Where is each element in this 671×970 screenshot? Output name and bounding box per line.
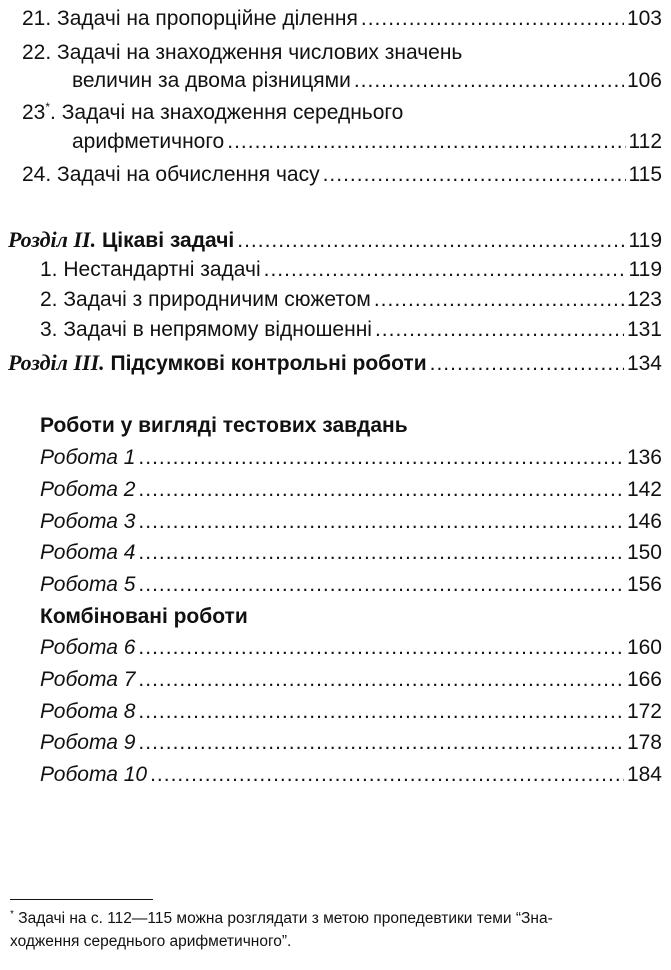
- footnote-mark: *: [45, 100, 51, 114]
- group-heading-combined: Комбіновані роботи: [40, 605, 248, 628]
- entry-page: 103: [626, 7, 662, 30]
- entry-title: Робота 7: [40, 668, 136, 691]
- entry-title: Задачі в непрямому відношенні: [63, 318, 372, 341]
- work-entry-8: [40, 699, 662, 725]
- work-entry-4: [40, 540, 662, 566]
- entry-title-cont: величин за двома різницями: [72, 69, 351, 92]
- entry-page: 160: [626, 636, 662, 659]
- entry-title: Нестандартні задачі: [63, 258, 261, 281]
- entry-number: 21.: [22, 7, 52, 30]
- footnote: [10, 907, 660, 953]
- entry-page: 184: [626, 763, 662, 786]
- entry-page: 172: [626, 700, 662, 723]
- entry-title: Робота 8: [40, 700, 136, 723]
- entry-title: Робота 5: [40, 573, 136, 596]
- dot-leader: [264, 257, 626, 283]
- dot-leader: [237, 228, 625, 254]
- footnote-mark: *: [10, 908, 14, 920]
- entry-title: Робота 3: [40, 510, 136, 533]
- dot-leader: [138, 667, 624, 693]
- dot-leader: [323, 162, 626, 188]
- entry-number: 22.: [22, 41, 52, 64]
- entry-page: 115: [628, 163, 662, 186]
- section-2-heading: [8, 227, 662, 254]
- section-3-heading: [8, 350, 662, 377]
- work-entry-2: [40, 477, 662, 503]
- section-title: Цікаві задачі: [101, 229, 235, 252]
- entry-number: 3.: [40, 318, 58, 341]
- entry-page: 119: [628, 229, 662, 252]
- dot-leader: [374, 287, 624, 313]
- entry-title: Робота 10: [40, 763, 148, 786]
- section-label: Розділ III.: [8, 350, 105, 375]
- toc-entry-23-line1: [22, 100, 403, 126]
- entry-title: Робота 2: [40, 478, 136, 501]
- dot-leader: [138, 699, 624, 725]
- toc-entry-23-line2: [72, 129, 662, 155]
- entry-page: 136: [626, 446, 662, 469]
- entry-page: 146: [626, 510, 662, 533]
- dot-leader: [227, 129, 625, 155]
- entry-page: 178: [626, 731, 662, 754]
- dot-leader: [150, 762, 624, 788]
- footnote-line-1: [10, 907, 660, 930]
- toc-entry-21: [22, 6, 662, 32]
- entry-title-cont: арифметичного: [72, 130, 225, 153]
- entry-page: 150: [626, 541, 662, 564]
- footnote-text: Задачі на с. 112—115 можна розглядати з метою пропедевтики теми “Зна-: [18, 910, 553, 927]
- entry-page: 106: [626, 69, 662, 92]
- entry-page: 156: [626, 573, 662, 596]
- work-entry-5: [40, 572, 662, 598]
- entry-title: Робота 6: [40, 636, 136, 659]
- section-2-item-3: [40, 317, 662, 343]
- entry-page: 112: [628, 130, 662, 153]
- work-entry-7: [40, 667, 662, 693]
- toc-entry-22-line2: [72, 68, 662, 94]
- footnote-line-2: ходження середнього арифметичного”.: [10, 933, 292, 950]
- entry-page: 166: [626, 668, 662, 691]
- work-entry-3: [40, 509, 662, 535]
- entry-title: Задачі на знаходження середнього: [61, 101, 404, 124]
- entry-page: 134: [626, 352, 662, 375]
- toc-entry-24: [22, 162, 662, 188]
- entry-page: 123: [626, 288, 662, 311]
- footnote-divider: [10, 899, 153, 900]
- dot-leader: [361, 6, 624, 32]
- entry-number: 23: [22, 101, 46, 124]
- dot-leader: [138, 509, 624, 535]
- entry-number: 24.: [22, 163, 52, 186]
- section-title: Підсумкові контрольні роботи: [110, 352, 427, 375]
- work-entry-1: [40, 445, 662, 471]
- entry-page: 131: [626, 318, 662, 341]
- entry-number: 1.: [40, 258, 58, 281]
- section-label: Розділ II.: [8, 227, 97, 252]
- dot-leader: [138, 572, 624, 598]
- dot-leader: [430, 351, 624, 377]
- section-2-item-1: [40, 257, 662, 283]
- entry-title: Робота 1: [40, 446, 136, 469]
- entry-title: Робота 4: [40, 541, 136, 564]
- section-2-item-2: [40, 287, 662, 313]
- entry-title: Задачі на обчислення часу: [57, 163, 320, 186]
- entry-title: Задачі на знаходження числових значень: [57, 41, 463, 64]
- dot-leader: [138, 635, 624, 661]
- work-entry-10: [40, 762, 662, 788]
- entry-number-suffix: .: [50, 101, 56, 124]
- toc-entry-22-line1: [22, 40, 462, 66]
- entry-title: Задачі з природничим сюжетом: [63, 288, 371, 311]
- dot-leader: [138, 540, 624, 566]
- work-entry-6: [40, 635, 662, 661]
- entry-page: 142: [626, 478, 662, 501]
- dot-leader: [138, 477, 624, 503]
- group-heading-tests: Роботи у вигляді тестових завдань: [40, 414, 408, 437]
- dot-leader: [138, 445, 624, 471]
- entry-title: Задачі на пропорційне ділення: [57, 7, 358, 30]
- dot-leader: [375, 317, 624, 343]
- dot-leader: [138, 730, 624, 756]
- entry-page: 119: [628, 258, 662, 281]
- dot-leader: [354, 68, 624, 94]
- entry-title: Робота 9: [40, 731, 136, 754]
- entry-number: 2.: [40, 288, 58, 311]
- work-entry-9: [40, 730, 662, 756]
